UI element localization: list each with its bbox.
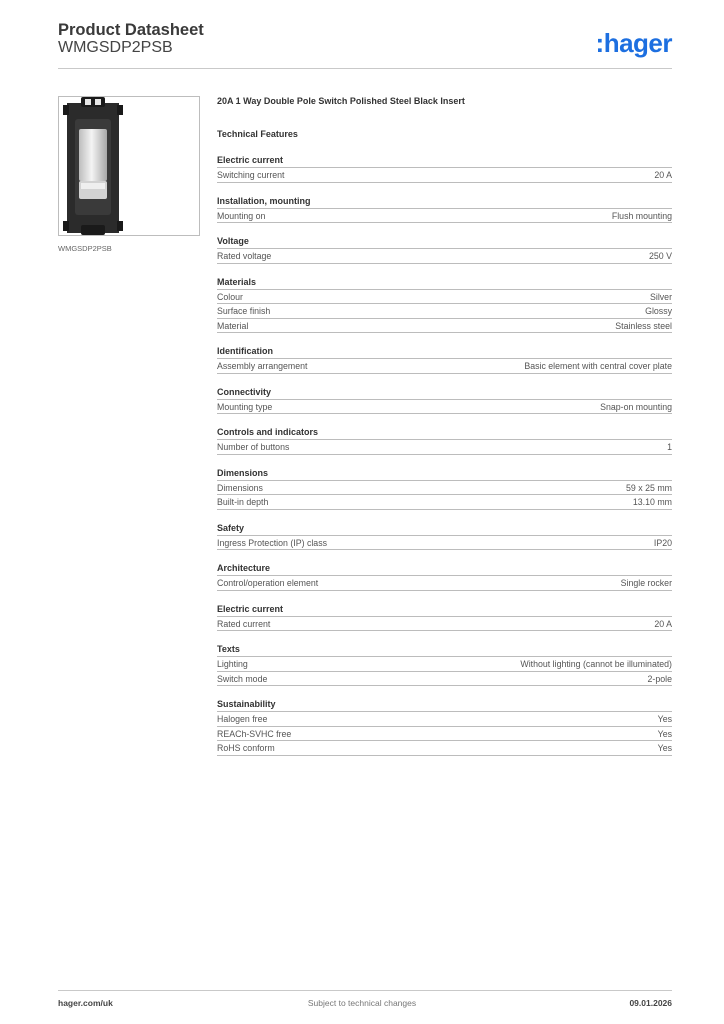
feature-row — [217, 440, 672, 455]
feature-row — [217, 495, 672, 510]
group-title: Safety — [217, 522, 672, 536]
feature-group — [217, 698, 672, 756]
feature-row — [217, 209, 672, 224]
feature-label: Rated voltage — [217, 251, 272, 261]
footer-date: 09.01.2026 — [629, 998, 672, 1008]
feature-group — [217, 276, 672, 334]
feature-value: 2-pole — [647, 673, 672, 684]
feature-row — [217, 712, 672, 727]
feature-value: 20 A — [654, 618, 672, 629]
feature-label: Control/operation element — [217, 578, 319, 588]
feature-row — [217, 400, 672, 415]
feature-value: IP20 — [653, 537, 672, 548]
technical-features-title: Technical Features — [217, 129, 298, 139]
feature-label: Switching current — [217, 170, 285, 180]
header-divider — [58, 68, 672, 69]
feature-row — [217, 536, 672, 551]
feature-label: Mounting on — [217, 210, 266, 221]
feature-label: Halogen free — [217, 714, 268, 724]
feature-row — [217, 727, 672, 742]
feature-label: Rated current — [217, 618, 271, 629]
feature-value: Stainless steel — [615, 320, 672, 331]
feature-label: Number of buttons — [217, 442, 290, 452]
group-title: Installation, mounting — [217, 195, 672, 209]
group-title: Connectivity — [217, 386, 672, 400]
feature-value: Without lighting (cannot be illuminated) — [520, 659, 672, 669]
feature-label: Dimensions — [217, 482, 263, 493]
feature-group — [217, 522, 672, 551]
footer-divider — [58, 990, 672, 991]
group-title: Materials — [217, 276, 672, 290]
feature-label: Built-in depth — [217, 497, 269, 507]
feature-row — [217, 481, 672, 496]
product-image-caption: WMGSDP2PSB — [58, 244, 112, 253]
feature-label: Switch mode — [217, 673, 268, 684]
feature-group — [217, 562, 672, 591]
feature-value: Flush mounting — [611, 210, 672, 221]
feature-row — [217, 290, 672, 305]
product-code: WMGSDP2PSB — [58, 39, 173, 56]
feature-row — [217, 249, 672, 264]
feature-label: Colour — [217, 291, 243, 302]
group-title: Dimensions — [217, 467, 672, 481]
group-title: Architecture — [217, 562, 672, 576]
feature-label: Material — [217, 320, 249, 331]
product-name: 20A 1 Way Double Pole Switch Polished Steel Black Insert — [217, 96, 465, 106]
feature-value: Silver — [650, 291, 672, 302]
feature-row — [217, 304, 672, 319]
technical-features — [217, 96, 672, 756]
feature-label: Ingress Protection (IP) class — [217, 537, 327, 548]
feature-group — [217, 345, 672, 374]
feature-value: 1 — [667, 442, 672, 452]
feature-label: RoHS conform — [217, 743, 275, 753]
feature-group — [217, 154, 672, 183]
page-title: Product Datasheet — [58, 21, 204, 39]
group-title: Identification — [217, 345, 672, 359]
footer-website-link[interactable]: hager.com/uk — [58, 998, 113, 1008]
feature-value: 20 A — [654, 170, 672, 180]
hager-logo: :hager — [595, 28, 672, 58]
feature-value: 59 x 25 mm — [626, 482, 672, 493]
footer-notice: Subject to technical changes — [307, 998, 417, 1008]
feature-label: Assembly arrangement — [217, 361, 308, 371]
group-title: Controls and indicators — [217, 426, 672, 440]
logo-text: hager — [603, 28, 672, 58]
feature-group — [217, 426, 672, 455]
feature-group — [217, 195, 672, 224]
feature-value: Yes — [657, 714, 672, 724]
feature-label: Lighting — [217, 659, 248, 669]
feature-value: Glossy — [645, 306, 672, 316]
feature-value: Yes — [657, 743, 672, 753]
feature-value: 13.10 mm — [632, 497, 672, 507]
feature-group — [217, 386, 672, 415]
product-image — [58, 96, 200, 236]
group-title: Sustainability — [217, 698, 672, 712]
rocker-switch-icon — [59, 97, 199, 235]
feature-group — [217, 643, 672, 686]
feature-group — [217, 235, 672, 264]
feature-label: REACh-SVHC free — [217, 728, 292, 739]
feature-row — [217, 359, 672, 374]
group-title: Electric current — [217, 603, 672, 617]
feature-row — [217, 319, 672, 334]
feature-row — [217, 672, 672, 687]
feature-group — [217, 603, 672, 632]
feature-group — [217, 467, 672, 510]
feature-row — [217, 168, 672, 183]
feature-row — [217, 741, 672, 756]
feature-value: Basic element with central cover plate — [524, 361, 672, 371]
feature-label: Mounting type — [217, 401, 273, 412]
feature-row — [217, 576, 672, 591]
feature-value: Single rocker — [620, 578, 672, 588]
group-title: Voltage — [217, 235, 672, 249]
feature-row — [217, 617, 672, 632]
group-title: Electric current — [217, 154, 672, 168]
feature-value: Yes — [657, 728, 672, 739]
feature-label: Surface finish — [217, 306, 271, 316]
feature-row — [217, 657, 672, 672]
group-title: Texts — [217, 643, 672, 657]
feature-value: Snap-on mounting — [600, 401, 672, 412]
feature-value: 250 V — [649, 251, 672, 261]
